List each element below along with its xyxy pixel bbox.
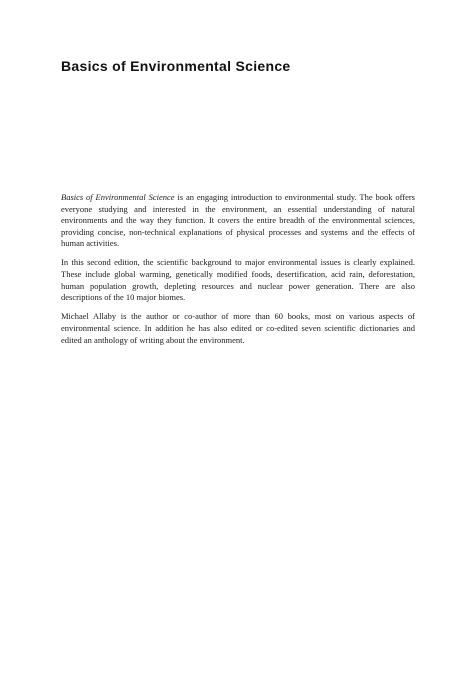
book-description — [61, 192, 415, 354]
book-title-italic: Basics of Environmental Science — [61, 192, 175, 202]
description-paragraph-1 — [61, 192, 415, 250]
page-title: Basics of Environmental Science — [61, 58, 291, 74]
paragraph-1-text: is an engaging introduction to environmental study. The book offers everyone studying and interested in the environment, an essential understanding of natural environments and the way they function. It covers the entire breadth of the environmental sciences, providing concise, non-technical explanations of physical processes and systems and the effects of human activities. — [61, 192, 415, 249]
author-bio-paragraph: Michael Allaby is the author or co-author of more than 60 books, most on various aspects of environmental science. In addition he has also edited or co-edited seven scientific dictionaries and edited an anthology of writing about the environment. — [61, 311, 415, 345]
description-paragraph-2: In this second edition, the scientific background to major environmental issues is clearly explained. These include global warming, genetically modified foods, desertification, acid rain, deforestation, human population growth, depleting resources and nuclear power generation. There are also descriptions of the 10 major biomes. — [61, 257, 415, 303]
